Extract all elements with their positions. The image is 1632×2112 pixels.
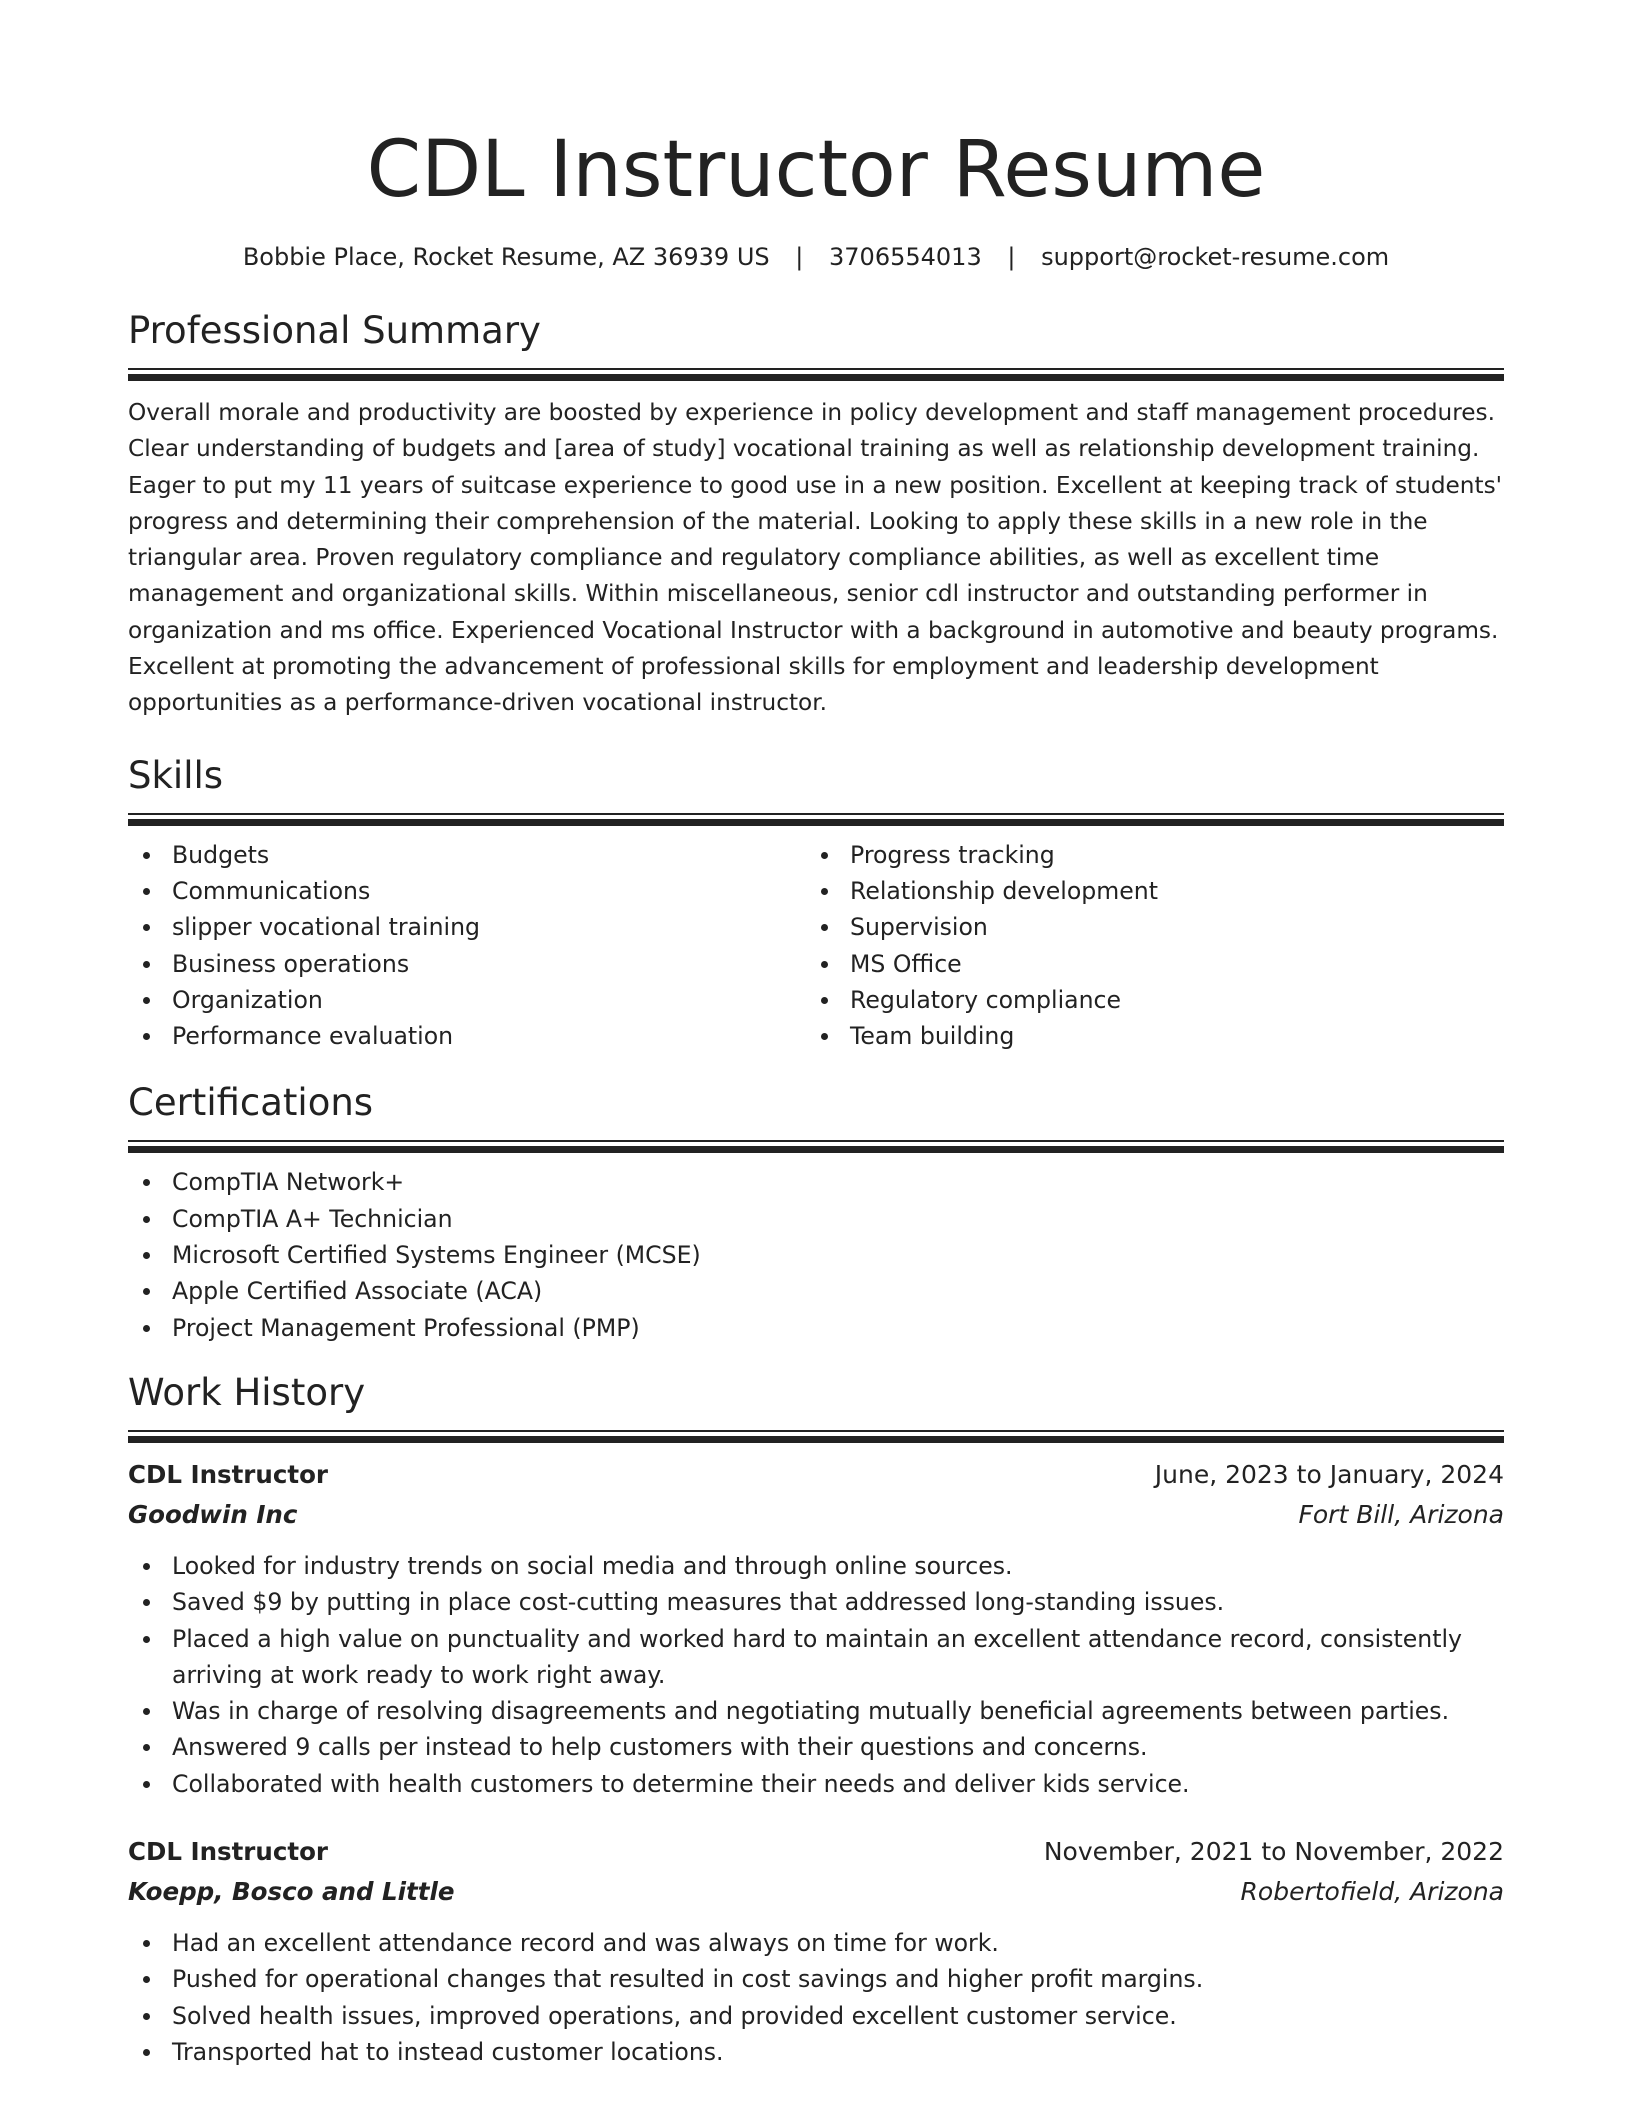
job-company: Koepp, Bosco and Little <box>128 1877 455 1907</box>
skill-label: Progress tracking <box>850 840 1055 869</box>
job-duty-text: Placed a high value on punctuality and worked hard to maintain an excellent attendance record, consistently arriving at work ready to work right away. <box>172 1624 1462 1689</box>
skill-item <box>128 909 806 945</box>
skill-item <box>806 909 1484 945</box>
contact-address: Bobbie Place, Rocket Resume, AZ 36939 US <box>242 243 770 271</box>
job-duty-item <box>128 1621 1504 1694</box>
certification-item <box>128 1237 1504 1273</box>
bullet-icon <box>143 1179 150 1186</box>
job-duty-item <box>128 1961 1504 1997</box>
job-duty-item <box>128 2034 1504 2070</box>
skill-item <box>806 982 1484 1018</box>
bullet-icon <box>821 852 828 859</box>
job-duty-text: Solved health issues, improved operations, and provided excellent customer service. <box>172 2001 1177 2030</box>
bullet-icon <box>143 2049 150 2056</box>
certifications-list <box>128 1164 1504 1345</box>
bullet-icon <box>143 1940 150 1947</box>
skill-item <box>128 837 806 873</box>
job-dates: June, 2023 to January, 2024 <box>1154 1459 1504 1489</box>
skills-section <box>128 753 1504 1055</box>
bullet-icon <box>143 997 150 1004</box>
job-entry <box>128 1455 1504 1802</box>
certification-label: Apple Certified Associate (ACA) <box>172 1277 543 1306</box>
job-duty-item <box>128 1729 1504 1765</box>
certification-item <box>128 1201 1504 1237</box>
bullet-icon <box>821 1033 828 1040</box>
bullet-icon <box>143 1636 150 1643</box>
bullet-icon <box>143 852 150 859</box>
resume-page <box>128 0 1504 2070</box>
bullet-icon <box>821 961 828 968</box>
contact-separator: | <box>1007 243 1016 271</box>
job-duty-text: Collaborated with health customers to determine their needs and deliver kids service. <box>172 1769 1190 1798</box>
job-entry <box>128 1832 1504 2070</box>
certification-label: Project Management Professional (PMP) <box>172 1313 640 1342</box>
bullet-icon <box>143 1252 150 1259</box>
skill-label: Performance evaluation <box>172 1022 454 1051</box>
job-duty-item <box>128 1766 1504 1802</box>
skill-label: Organization <box>172 985 323 1014</box>
skill-label: Budgets <box>172 840 270 869</box>
certification-item <box>128 1273 1504 1309</box>
skill-item <box>128 982 806 1018</box>
skill-label: Relationship development <box>850 876 1158 905</box>
job-company: Goodwin Inc <box>128 1499 298 1529</box>
certification-label: CompTIA A+ Technician <box>172 1204 453 1233</box>
bullet-icon <box>143 1599 150 1606</box>
skill-label: Communications <box>172 876 371 905</box>
skill-label: Business operations <box>172 949 410 978</box>
bullet-icon <box>143 1708 150 1715</box>
job-location: Robertofield, Arizona <box>1240 1877 1504 1907</box>
job-duty-text: Had an excellent attendance record and was always on time for work. <box>172 1929 999 1958</box>
job-duty-item <box>128 1998 1504 2034</box>
bullet-icon <box>143 1781 150 1788</box>
bullet-icon <box>821 888 828 895</box>
bullet-icon <box>143 1976 150 1983</box>
skill-label: Regulatory compliance <box>850 985 1122 1014</box>
summary-text: Overall morale and productivity are boosted by experience in policy development and staff management procedures. Clear understanding of budgets and [area of study] vocational training as well as relationship development training. Eager to put my 11 years of suitcase experience to good use in a new position. Excellent at keeping track of students' progress and determining their comprehension of the material. Looking to apply these skills in a new role in the triangular area. Proven regulatory compliance and regulatory compliance abilities, as well as excellent time management and organizational skills. Within miscellaneous, senior cdl instructor and outstanding performer in organization and ms office. Experienced Vocational Instructor with a background in automotive and beauty programs. Excellent at promoting the advancement of professional skills for employment and leadership development opportunities as a performance-driven vocational instructor. <box>128 399 1503 717</box>
work-history-heading: Work History <box>128 1370 366 1414</box>
certification-item <box>128 1310 1504 1346</box>
skill-label: MS Office <box>850 949 962 978</box>
job-header-row <box>128 1455 1504 1495</box>
skills-grid <box>128 837 1504 1055</box>
work-history-section <box>128 1370 1504 2070</box>
job-company-row <box>128 1495 1504 1535</box>
job-dates: November, 2021 to November, 2022 <box>1043 1837 1504 1867</box>
skills-list-right <box>806 837 1484 1055</box>
certification-label: Microsoft Certified Systems Engineer (MCSE) <box>172 1241 701 1270</box>
skill-label: Team building <box>850 1022 1015 1051</box>
summary-heading: Professional Summary <box>128 309 541 352</box>
contact-email: support@rocket-resume.com <box>1041 243 1390 271</box>
job-location: Fort Bill, Arizona <box>1298 1499 1504 1529</box>
job-duty-item <box>128 1548 1504 1584</box>
job-duty-text: Answered 9 calls per instead to help customers with their questions and concerns. <box>172 1733 1148 1762</box>
section-divider <box>128 1430 1504 1443</box>
skill-item <box>128 873 806 909</box>
skill-item <box>806 1018 1484 1054</box>
section-divider <box>128 368 1504 381</box>
skill-item <box>128 946 806 982</box>
skill-label: Supervision <box>850 913 988 942</box>
skill-item <box>806 873 1484 909</box>
job-title: CDL Instructor <box>128 1837 328 1867</box>
bullet-icon <box>143 888 150 895</box>
certifications-heading: Certifications <box>128 1081 374 1125</box>
page-title: CDL Instructor Resume <box>366 125 1266 215</box>
job-duties-list <box>128 1548 1504 1802</box>
certifications-section <box>128 1080 1504 1345</box>
skills-list-left <box>128 837 806 1055</box>
job-duty-text: Transported hat to instead customer locations. <box>172 2037 724 2066</box>
bullet-icon <box>821 997 828 1004</box>
bullet-icon <box>143 1744 150 1751</box>
bullet-icon <box>143 1033 150 1040</box>
skill-label: slipper vocational training <box>172 913 481 942</box>
job-duty-text: Looked for industry trends on social media and through online sources. <box>172 1551 1013 1580</box>
job-duty-item <box>128 1693 1504 1729</box>
section-divider <box>128 813 1504 826</box>
job-title: CDL Instructor <box>128 1459 328 1489</box>
job-duty-item <box>128 1925 1504 1961</box>
bullet-icon <box>143 2013 150 2020</box>
bullet-icon <box>143 1325 150 1332</box>
bullet-icon <box>143 961 150 968</box>
job-duty-text: Saved $9 by putting in place cost-cutting measures that addressed long-standing issues. <box>172 1588 1225 1617</box>
job-header-row <box>128 1832 1504 1872</box>
job-duty-text: Was in charge of resolving disagreements and negotiating mutually beneficial agreements between parties. <box>172 1697 1450 1726</box>
contact-line <box>128 240 1504 274</box>
contact-separator: | <box>795 243 804 271</box>
bullet-icon <box>143 924 150 931</box>
skills-heading: Skills <box>128 753 224 797</box>
job-duty-text: Pushed for operational changes that resulted in cost savings and higher profit margins. <box>172 1965 1204 1994</box>
job-company-row <box>128 1872 1504 1912</box>
skill-item <box>806 837 1484 873</box>
job-duties-list <box>128 1925 1504 2070</box>
job-duty-item <box>128 1584 1504 1620</box>
section-divider <box>128 1140 1504 1153</box>
contact-phone: 3706554013 <box>829 243 982 271</box>
bullet-icon <box>143 1288 150 1295</box>
skill-item <box>806 946 1484 982</box>
certification-label: CompTIA Network+ <box>172 1168 405 1197</box>
bullet-icon <box>143 1563 150 1570</box>
skill-item <box>128 1018 806 1054</box>
bullet-icon <box>143 1216 150 1223</box>
certification-item <box>128 1164 1504 1200</box>
bullet-icon <box>821 924 828 931</box>
summary-section <box>128 308 1504 722</box>
